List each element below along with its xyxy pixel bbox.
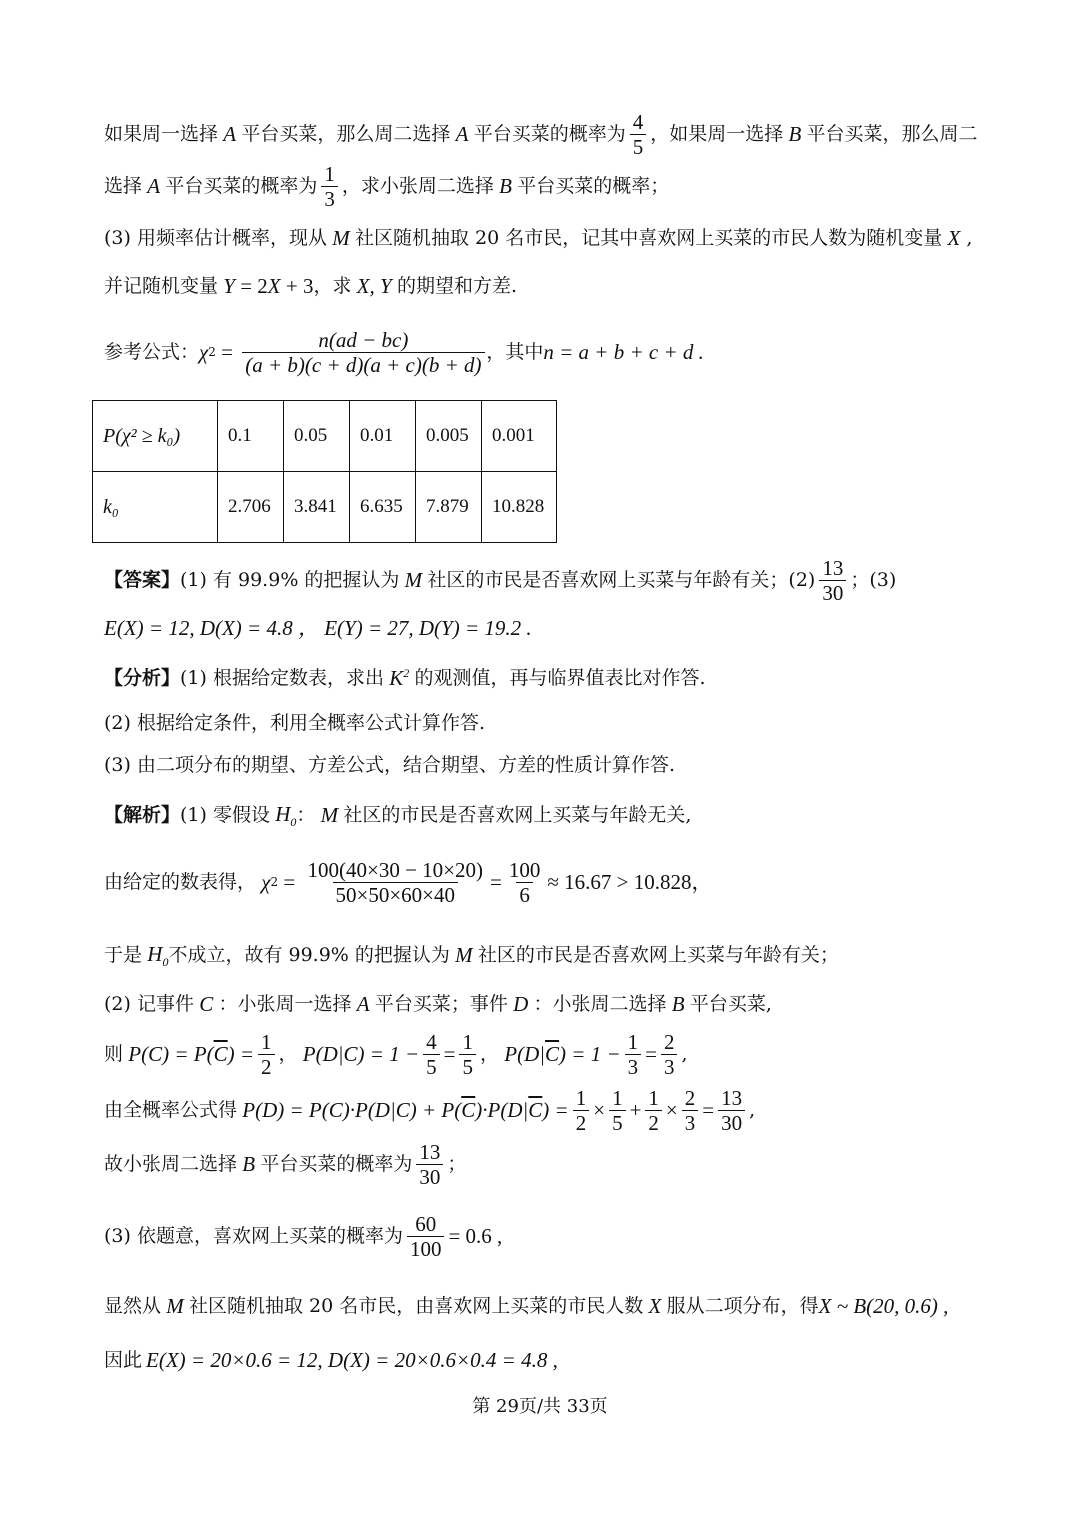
text: (3) 依题意，喜欢网上买菜的概率为 [104, 1225, 403, 1248]
H0: $H_0$ [269, 802, 297, 830]
text: 选择 [104, 175, 143, 198]
binomial: X ~ B(20, 0.6) , [818, 1294, 949, 1318]
table-cell: 6.635 [350, 472, 416, 543]
var-A: A [450, 122, 474, 147]
problem-line-2 [104, 162, 669, 211]
text: 社区随机抽取 20 名市民，由喜欢网上买菜的市民人数 [189, 1295, 644, 1318]
answer-line-1 [104, 556, 896, 605]
var-B: B [666, 992, 690, 1016]
text: ，如果周一选择 [650, 123, 784, 146]
solution-line-5: 则 $P(C) = P(\overline{C})$ = $\frac{1}{2}$ ， P(D|C) = 1 − $\frac{4}{5}$ = $\frac{1}{5}$ ， $P(D|\overline{C}) = 1$ − $\frac{1}{3}$ = $\frac{2}{3}$ , [104, 1030, 688, 1080]
solution-line-3 [104, 942, 839, 970]
K-squared: $K^2$ [383, 666, 410, 690]
H0: $H_0$ [142, 942, 169, 970]
text: ： [296, 804, 316, 827]
var-A: A [218, 122, 242, 147]
answer-line-2 [104, 616, 532, 641]
formula-numerator: n(ad − bc) [318, 328, 409, 352]
table-head-k0: k₀ [93, 472, 218, 543]
var-X: X [643, 1294, 667, 1318]
fraction-100-6: $\frac{100}{6}$ [508, 858, 541, 908]
var-X: X [942, 226, 961, 250]
page-footer: 第 29页/共 33页 [472, 1396, 608, 1417]
n-sum: n = a + b + c + d . [543, 340, 704, 365]
text: ，求小张周二选择 [341, 175, 494, 198]
expectation-variance: E(X) = 20×0.6 = 12, D(X) = 20×0.6×0.4 = 4.8 , [146, 1348, 558, 1372]
var-M: M [161, 1294, 190, 1318]
text: 平台买菜的概率； [517, 175, 670, 198]
text: 于是 [104, 944, 143, 967]
text: 社区的市民是否喜欢网上买菜与年龄有关；(2) [427, 569, 816, 592]
var-M: M [399, 568, 428, 593]
fraction-4-5: $\frac{4}{5}$ [630, 110, 647, 159]
solution-line-4 [104, 992, 772, 1017]
analysis-line-3 [104, 754, 675, 777]
chi-square-computation: $\frac{100(40\times 30 - 10\times 20)}{50\times 50\times 60\times 40}$ [307, 858, 484, 908]
text: 由全概率公式得 [104, 1099, 238, 1122]
text: ：小张周一选择 [218, 993, 352, 1016]
table-cell: 3.841 [284, 472, 350, 543]
text: = 0.6 , [448, 1224, 503, 1249]
solution-line-10 [104, 1348, 558, 1373]
text: 由给定的数表得， [104, 871, 257, 894]
table-head-probability: P(χ² ≥ k₀) [93, 401, 218, 472]
solution-line-8: (3) 依题意，喜欢网上买菜的概率为 $\frac{60}{100}$ = 0.6 , [104, 1212, 503, 1262]
text: ；(3) [850, 569, 897, 592]
analysis-line-1 [104, 666, 706, 691]
text: 故小张周二选择 [104, 1153, 238, 1176]
critical-value-table [92, 400, 557, 543]
text: 的期望和方差. [397, 275, 518, 298]
table-cell: 10.828 [482, 472, 557, 543]
text: ：小张周二选择 [533, 993, 667, 1016]
var-M: M [326, 226, 355, 250]
text: 显然从 [104, 1295, 162, 1318]
var-B: B [783, 122, 807, 147]
var-M: M [449, 943, 478, 968]
text: 平台买菜；事件 [374, 993, 508, 1016]
text: (2) 根据给定条件，利用全概率公式计算作答. [104, 712, 485, 734]
text: 因此 [104, 1349, 143, 1372]
text: (1) 零假设 [180, 804, 270, 827]
text: 平台买菜，那么周二选择 [241, 123, 451, 146]
answer-label: 【答案】 [104, 569, 181, 592]
text: 服从二项分布，得 [666, 1295, 819, 1318]
solution-line-6: 由全概率公式得 $P(D) = P(C)\cdot P(D|C) + P(\overline{C})\cdot P(D|\overline{C})$ = $\frac{1}{2}$ × $\frac{1}{5}$ + $\frac{1}{2}$ × $\frac{2}{3}$ = $\frac{13}{30}$ , [104, 1086, 756, 1136]
text: 社区的市民是否喜欢网上买菜与年龄无关, [343, 804, 692, 827]
text: 如果周一选择 [104, 123, 219, 146]
table-cell: 0.005 [416, 401, 482, 472]
table-cell: 0.05 [284, 401, 350, 472]
chi-symbol: χ [256, 870, 271, 895]
table-row [93, 401, 557, 472]
text: (1) 有 99.9% 的把握认为 [180, 569, 400, 592]
text: (1) 根据给定数表，求出 [180, 667, 384, 690]
analysis-label: 【分析】 [104, 667, 181, 690]
text: 社区随机抽取 20 名市民，记其中喜欢网上买菜的市民人数为随机变量 [354, 227, 943, 250]
fraction-13-30: $\frac{13}{30}$ [819, 556, 846, 605]
text: 的观测值，再与临界值表比对作答. [414, 667, 706, 690]
solution-label: 【解析】 [104, 804, 181, 827]
solution-line-7: 故小张周二选择 B 平台买菜的概率为 $\frac{13}{30}$ ； [104, 1140, 467, 1190]
analysis-line-2 [104, 712, 485, 735]
problem-line-3: (3) 用频率估计概率，现从 M 社区随机抽取 20 名市民，记其中喜欢网上买菜的市民人数为随机变量 X , [104, 226, 973, 250]
event-D: D [507, 992, 534, 1016]
text: 则 [104, 1043, 124, 1066]
formula-label: 参考公式： [104, 341, 200, 364]
text: 平台买菜的概率为 [473, 123, 626, 146]
chi-symbol: χ [199, 340, 209, 365]
vars-XY: X, Y [351, 274, 397, 298]
solution-line-9 [104, 1294, 948, 1319]
table-cell: 2.706 [218, 472, 284, 543]
problem-line-1 [104, 110, 978, 159]
fraction-1-3: $\frac{1}{3}$ [321, 162, 338, 211]
text: 平台买菜的概率为 [260, 1153, 413, 1176]
text: ，其中 [486, 341, 544, 364]
eq-Y: Y [218, 274, 235, 298]
text: 平台买菜，那么周二 [806, 123, 978, 146]
table-cell: 0.01 [350, 401, 416, 472]
table-cell: 0.001 [482, 401, 557, 472]
table-cell: 7.879 [416, 472, 482, 543]
formula-denominator: (a + b)(c + d)(a + c)(b + d) [242, 352, 484, 377]
var-A: A [142, 174, 166, 199]
approx-result: ≈ 16.67 > 10.828， [547, 870, 713, 895]
text: 平台买菜的概率为 [165, 175, 318, 198]
var-B: B [493, 174, 518, 199]
text: 平台买菜, [689, 993, 772, 1016]
table-row [93, 472, 557, 543]
text: 社区的市民是否喜欢网上买菜与年龄有关； [477, 944, 839, 967]
problem-line-4: 并记随机变量 Y = 2 X + 3 ，求 X, Y 的期望和方差. [104, 274, 518, 298]
var-B: B [237, 1152, 261, 1177]
var-A: A [351, 992, 375, 1016]
event-C: C [193, 992, 219, 1016]
solution-line-1 [104, 802, 691, 830]
text: (3) 用频率估计概率，现从 [104, 227, 327, 250]
text: 不成立，故有 99.9% 的把握认为 [168, 944, 450, 967]
answer-values: E(X) = 12, D(X) = 4.8 ， E(Y) = 27, D(Y) = 19.2 . [104, 616, 532, 640]
var-M: M [315, 803, 344, 828]
text: (3) 由二项分布的期望、方差公式，结合期望、方差的性质计算作答. [104, 754, 675, 776]
solution-line-2: 由给定的数表得， χ 2 = $\frac{100(40\times 30 - 10\times 20)}{50\times 50\times 60\times 40}$ = $\frac{100}{6}$ ≈ 16.67 > 10.828， [104, 858, 713, 908]
text: (2) 记事件 [104, 993, 194, 1016]
text: ，求 [313, 275, 352, 298]
text: 并记随机变量 [104, 275, 219, 298]
chi-square-fraction [242, 328, 484, 377]
table-cell: 0.1 [218, 401, 284, 472]
reference-formula: 参考公式： χ 2 = $\frac{n(ad - bc)}{(a + b)(c + d)(a + c)(b + d)}$ ，其中 n = a + b + c + d . [104, 328, 704, 378]
